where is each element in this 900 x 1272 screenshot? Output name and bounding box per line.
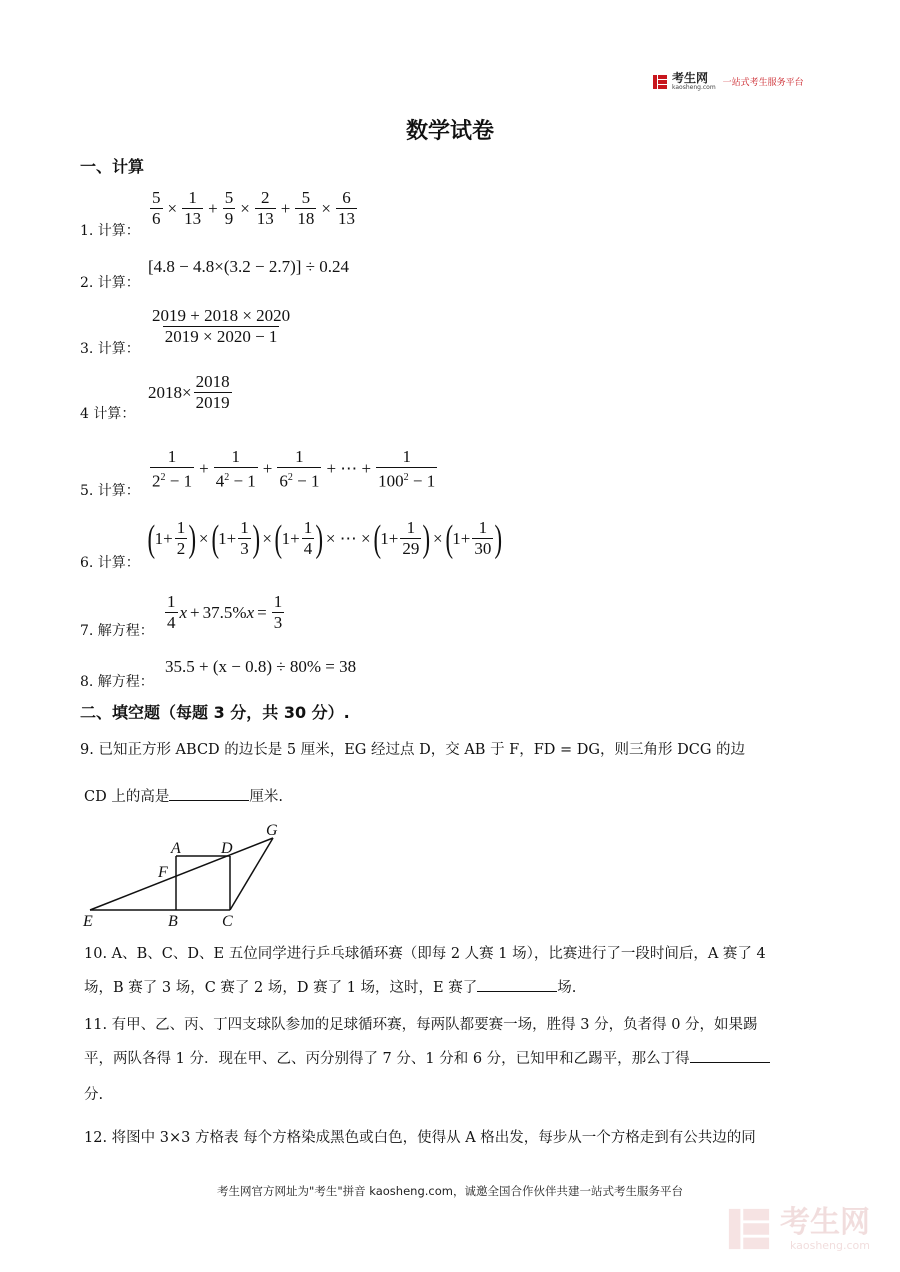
q5-frac-3: $\frac{1}{6^2 - 1}$ bbox=[279, 447, 320, 491]
brand-logo bbox=[652, 72, 804, 91]
label-D: D bbox=[221, 840, 233, 857]
q4-integer: 2018× bbox=[148, 382, 192, 402]
q1-expression: $\frac{5}{6}$ × $\frac{1}{13}$ + $\frac{5}{9}$ × $\frac{2}{13}$ + $\frac{5}{18}$ × $\frac{6}{13}$ bbox=[152, 188, 355, 228]
q6-expression: ( 1+ $\frac{1}{2}$ ) × ( 1+ $\frac{1}{3}$ ) × ( 1+ $\frac{1}{4}$ ) × ⋯ × ( 1+ $\frac{1}{29}$ ) × ( 1+ $\frac{1}{30}$ ) bbox=[147, 517, 503, 560]
q1-frac-6: $\frac{6}{13}$ bbox=[337, 188, 355, 228]
q11-line-3: 分. bbox=[84, 1087, 104, 1103]
q5-frac-1: $\frac{1}{2^2 - 1}$ bbox=[152, 447, 193, 491]
label-C: C bbox=[222, 913, 233, 930]
q3-fraction bbox=[150, 306, 292, 347]
q11-answer-blank[interactable] bbox=[690, 1048, 770, 1063]
q11-line-2 bbox=[84, 1047, 770, 1071]
q1-frac-4: $\frac{2}{13}$ bbox=[256, 188, 274, 228]
q11-line-1: 11. 有甲、乙、丙、丁四支球队参加的足球循环赛，每两队都要赛一场，胜得 3 分，负者得 0 分，如果踢 bbox=[84, 1017, 758, 1033]
q5-frac-4: $\frac{1}{100^2 - 1}$ bbox=[378, 447, 436, 491]
q5-expression: $\frac{1}{2^2 - 1}$ + $\frac{1}{4^2 - 1}$ + $\frac{1}{6^2 - 1}$ + ⋯ + $\frac{1}{100^2 - 1}$ bbox=[152, 447, 436, 491]
q4-expression bbox=[148, 372, 234, 413]
brand-name: 考生网 bbox=[672, 71, 709, 85]
watermark-domain: kaosheng.com bbox=[789, 1238, 870, 1252]
edge-EG bbox=[90, 838, 273, 910]
edge-CG bbox=[230, 838, 273, 910]
q9-text-a: CD 上的高是 bbox=[84, 789, 170, 805]
q5-frac-2: $\frac{1}{4^2 - 1}$ bbox=[215, 447, 256, 491]
q9-answer-blank[interactable] bbox=[169, 786, 249, 801]
geometry-figure bbox=[80, 818, 290, 930]
q4-denominator: 2019 bbox=[195, 393, 230, 412]
q11-text: 平，两队各得 1 分．现在甲、乙、丙分别得了 7 分、1 分和 6 分，已知甲和乙踢平，那么丁得 bbox=[84, 1051, 690, 1067]
brand-slogan: 一站式考生服务平台 bbox=[722, 78, 804, 88]
label-A: A bbox=[171, 840, 181, 857]
q7-label: 7. 解方程： bbox=[80, 623, 154, 639]
q10-answer-blank[interactable] bbox=[477, 977, 557, 992]
q1-frac-1: $\frac{5}{6}$ bbox=[152, 188, 161, 228]
watermark-mark-icon bbox=[726, 1206, 772, 1252]
brand-text bbox=[672, 72, 716, 91]
q8-label: 8. 解方程： bbox=[80, 674, 154, 690]
page-footer: 考生网官方网址为"考生"拼音 kaosheng.com，诚邀全国合作伙伴共建一站式考生服务平台 bbox=[217, 1184, 683, 1198]
page-title: 数学试卷 bbox=[405, 118, 494, 144]
q1-frac-5: $\frac{5}{18}$ bbox=[297, 188, 315, 228]
q10-line-2 bbox=[84, 976, 576, 1000]
section-heading-fill: 二、填空题（每题 3 分，共 30 分）. bbox=[80, 703, 350, 722]
q3-denominator: 2019 × 2020 − 1 bbox=[164, 327, 278, 346]
q9-text-b: 厘米. bbox=[249, 789, 283, 805]
q9-line-2 bbox=[84, 785, 283, 809]
label-G: G bbox=[266, 822, 278, 839]
q3-expression bbox=[148, 306, 294, 347]
q8-expression: 35.5 + (x − 0.8) ÷ 80% = 38 bbox=[165, 657, 357, 676]
watermark-text bbox=[780, 1204, 870, 1252]
q4-label: 4 计算： bbox=[80, 406, 136, 422]
q10-line-1: 10. A、B、C、D、E 五位同学进行乒乓球循环赛（即每 2 人赛 1 场），比赛进行了一段时间后，A 赛了 4 bbox=[84, 946, 766, 962]
q7-expression: $\frac{1}{4}$ x + 37.5% x = $\frac{1}{3}$ bbox=[167, 592, 283, 632]
q6-label: 6. 计算： bbox=[80, 555, 140, 571]
q1-label: 1. 计算： bbox=[80, 223, 140, 239]
q2-expression: [4.8 − 4.8×(3.2 − 2.7)] ÷ 0.24 bbox=[148, 257, 349, 276]
brand-mark-icon bbox=[652, 74, 668, 90]
brand-domain: kaosheng.com bbox=[672, 84, 716, 91]
section-heading-calc: 一、计算 bbox=[80, 157, 145, 176]
label-E: E bbox=[83, 913, 93, 930]
q4-numerator: 2018 bbox=[195, 372, 230, 391]
q10-text-b: 场. bbox=[557, 980, 577, 996]
q10-text-a: 场，B 赛了 3 场，C 赛了 2 场，D 赛了 1 场，这时，E 赛了 bbox=[84, 980, 478, 996]
q12-line-1: 12. 将图中 3×3 方格表 每个方格染成黑色或白色，使得从 A 格出发，每步从一个方格走到有公共边的同 bbox=[84, 1130, 756, 1146]
watermark bbox=[726, 1206, 870, 1252]
q1-frac-3: $\frac{5}{9}$ bbox=[224, 188, 234, 228]
q3-label: 3. 计算： bbox=[80, 341, 140, 357]
q3-numerator: 2019 + 2018 × 2020 bbox=[152, 306, 291, 325]
q2-label: 2. 计算： bbox=[80, 275, 140, 291]
label-B: B bbox=[168, 913, 178, 930]
watermark-brand: 考生网 bbox=[780, 1204, 870, 1240]
q9-line-1: 9. 已知正方形 ABCD 的边长是 5 厘米，EG 经过点 D，交 AB 于 F，FD = DG，则三角形 DCG 的边 bbox=[80, 742, 746, 758]
label-F: F bbox=[158, 864, 168, 881]
q5-label: 5. 计算： bbox=[80, 483, 140, 499]
q4-fraction bbox=[194, 372, 232, 413]
q1-frac-2: $\frac{1}{13}$ bbox=[184, 188, 202, 228]
